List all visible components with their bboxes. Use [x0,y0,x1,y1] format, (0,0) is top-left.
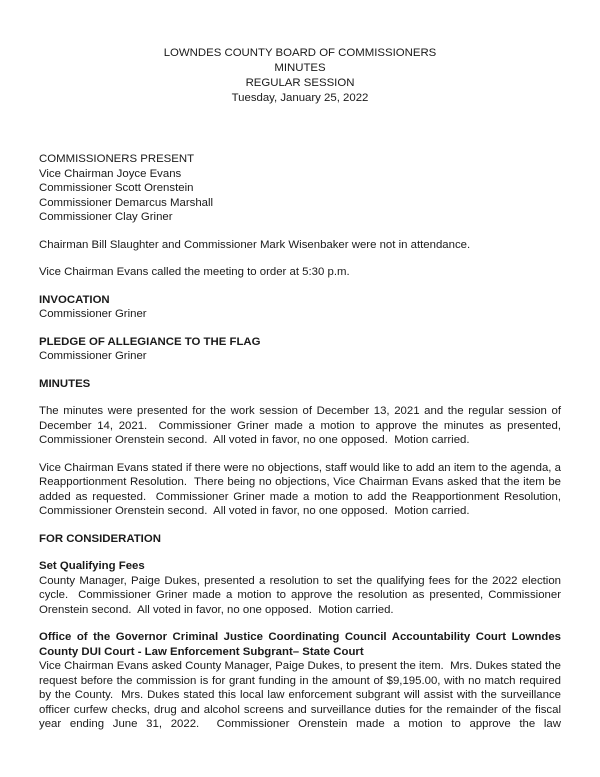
commissioner-name: Vice Chairman Joyce Evans [39,167,182,180]
session-type-title: REGULAR SESSION [245,77,355,89]
minutes-paragraph-2: Vice Chairman Evans stated if there were no objections, staff would like to add an item to the agenda, a Reapportionment Resolution. There being no objections, Vice Chairman Evans asked that the item be added as requested. Commissioner Griner made a motion to add the Reapportionment Resolution, Commissioner Orenstein second. All voted in favor, no one opposed. Motion carried. [39,461,561,517]
call-to-order-note: Vice Chairman Evans called the meeting to order at 5:30 p.m. [39,266,350,278]
invocation-body: Commissioner Griner [39,308,147,320]
commissioner-name: Commissioner Demarcus Marshall [39,196,214,209]
commissioners-present-list [39,152,561,225]
commissioner-name: Commissioner Clay Griner [39,211,173,223]
pledge-body: Commissioner Griner [39,350,147,362]
section-pledge [39,335,561,364]
commissioners-present-heading: COMMISSIONERS PRESENT [39,153,195,165]
org-title: LOWNDES COUNTY BOARD OF COMMISSIONERS [163,47,437,59]
invocation-heading: INVOCATION [39,293,110,306]
minutes-heading: MINUTES [39,377,91,390]
qualifying-fees-heading: Set Qualifying Fees [39,560,145,572]
section-dui-court-subgrant [39,630,561,732]
section-set-qualifying-fees [39,559,561,617]
qualifying-fees-body: County Manager, Paige Dukes, presented a resolution to set the qualifying fees for the 2022 election cycle. Commissioner Griner made a motion to approve the resolution as presented, Commissioner Orenstein second. All voted in favor, no one opposed. Motion carried. [39,574,561,616]
meeting-date: Tuesday, January 25, 2022 [231,92,369,104]
doc-type-title: MINUTES [274,62,326,74]
absent-note: Chairman Bill Slaughter and Commissioner Mark Wisenbaker were not in attendance. [39,238,471,251]
pledge-heading: PLEDGE OF ALLEGIANCE TO THE FLAG [39,335,261,348]
dui-subgrant-body: Vice Chairman Evans asked County Manager, Paige Dukes, to present the item. Mrs. Dukes stated the request before the commission is for grant funding in the amount of $9,195.00, with no match required by the County. Mrs. Dukes stated this local law enforcement subgrant will assist with the surveillance officer curfew checks, drug and alcohol screens and surveillance duties for the remainder of the fiscal year ending June 31, 2022. Commissioner Orenstein made a motion to approve the law [39,660,561,730]
minutes-paragraph-1: The minutes were presented for the work session of December 13, 2021 and the regular session of December 14, 2021. Commissioner Griner made a motion to approve the minutes as presented, Commissioner Orenstein second. All voted in favor, no one opposed. Motion carried. [39,405,561,446]
dui-subgrant-heading: Office of the Governor Criminal Justice Coordinating Council Accountability Court Lowndes County DUI Court - Law Enforcement Subgrant– State Court [39,631,561,658]
section-invocation [39,293,561,322]
document-header [39,46,561,106]
for-consideration-heading: FOR CONSIDERATION [39,532,161,545]
commissioner-name: Commissioner Scott Orenstein [39,182,194,194]
